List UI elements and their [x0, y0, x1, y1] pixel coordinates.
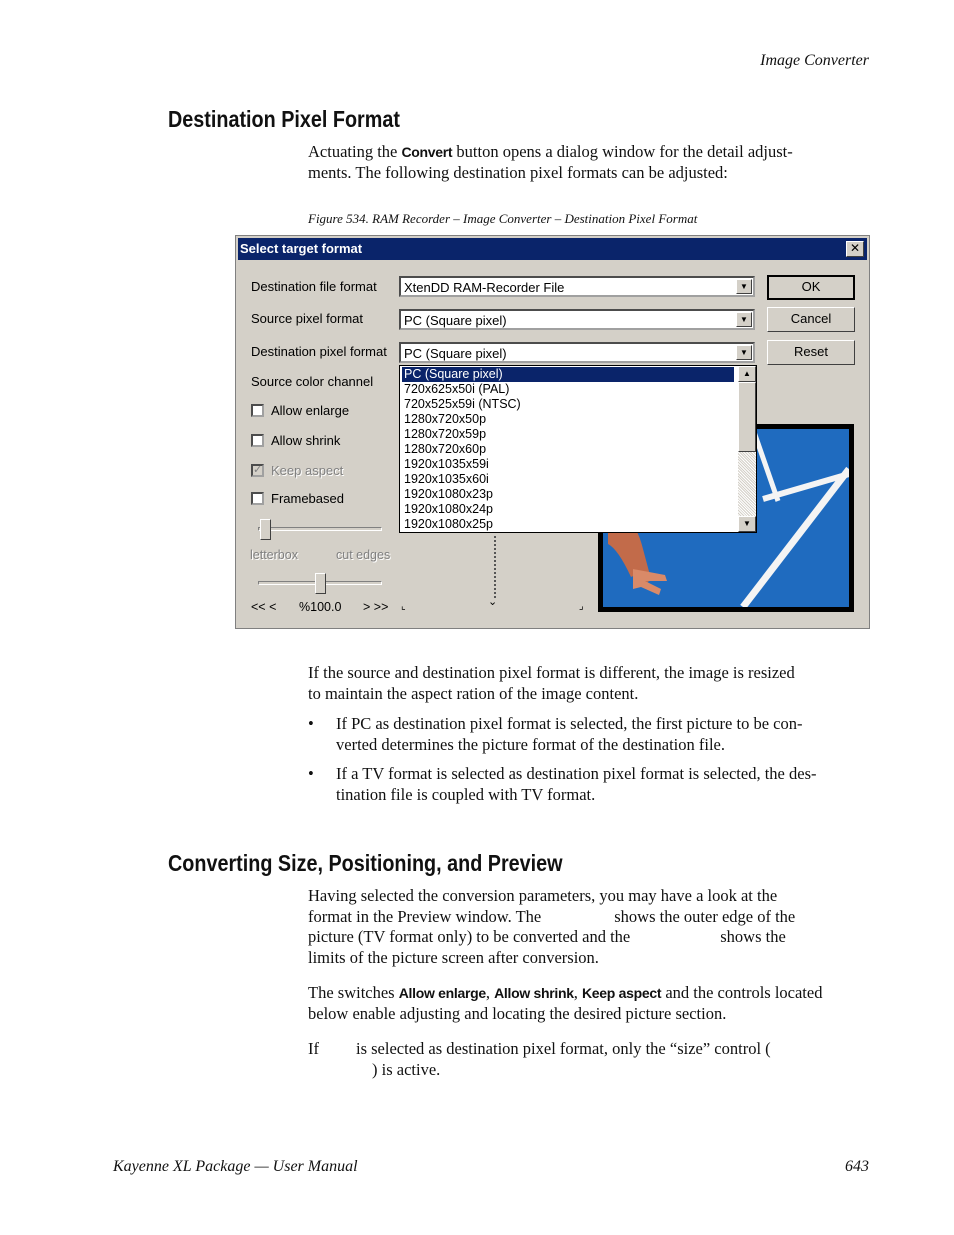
framebased-label: Framebased: [271, 491, 344, 506]
cut-edges-label: cut edges: [336, 548, 391, 562]
reset-button[interactable]: Reset: [767, 340, 855, 365]
figure-caption: Figure 534. RAM Recorder – Image Converter – Destination Pixel Format: [308, 211, 698, 226]
close-icon[interactable]: ✕: [846, 241, 864, 257]
dest-file-format-select[interactable]: XtenDD RAM-Recorder File ▼: [399, 276, 755, 297]
dropdown-option[interactable]: 1920x1035x60i: [404, 472, 489, 486]
letterbox-slider-thumb[interactable]: [260, 519, 271, 540]
dropdown-option[interactable]: 720x625x50i (PAL): [404, 382, 510, 396]
dropdown-option[interactable]: 1920x1080x25p: [404, 517, 493, 531]
dialog-titlebar: [238, 238, 867, 260]
corner-icon: ⌟: [579, 601, 584, 612]
zoom-prev-button[interactable]: << <: [251, 600, 277, 614]
select-target-format-dialog: [235, 235, 870, 629]
dropdown-scrollbar[interactable]: [738, 366, 756, 532]
paragraph-switches-info: The switches Allow enlarge, Allow shrink, Keep aspect and the controls located below enable adjusting and locating the desired picture section.: [308, 983, 823, 1023]
dropdown-option[interactable]: 720x525x59i (NTSC): [404, 397, 521, 411]
zoom-value: %100.0: [299, 600, 342, 614]
chevron-down-icon[interactable]: ▼: [736, 312, 752, 327]
keep-aspect-label: Keep aspect: [271, 463, 344, 478]
chevron-down-icon[interactable]: ▼: [736, 345, 752, 360]
dialog-title: Select target format: [240, 241, 363, 256]
paragraph-resize-info: If the source and destination pixel format is different, the image is resized to maintain the aspect ration of the image content.: [308, 663, 795, 703]
zoom-next-button[interactable]: > >>: [363, 600, 389, 614]
allow-shrink-checkbox[interactable]: [251, 434, 264, 447]
label-dest-pixel-format: Destination pixel format: [251, 344, 387, 359]
dest-pixel-format-select[interactable]: PC (Square pixel) ▼: [399, 342, 755, 363]
scroll-down-icon[interactable]: ▼: [738, 516, 756, 532]
chevron-down-icon[interactable]: ▼: [736, 279, 752, 294]
bullet-marker: •: [308, 714, 314, 733]
zoom-slider-thumb[interactable]: [315, 573, 326, 594]
section-title-converting-size: Converting Size, Positioning, and Preview: [168, 850, 563, 876]
letterbox-label: letterbox: [250, 548, 298, 562]
allow-shrink-label: Allow shrink: [271, 433, 341, 448]
allow-shrink-keyword: Allow shrink: [494, 985, 574, 1001]
dropdown-option-selected[interactable]: PC (Square pixel): [402, 367, 734, 382]
bullet-marker: •: [308, 764, 314, 783]
allow-enlarge-label: Allow enlarge: [271, 403, 350, 418]
section-title-destination-pixel-format: Destination Pixel Format: [168, 106, 400, 132]
corner-icon: ⌞: [401, 601, 406, 612]
source-pixel-format-select[interactable]: PC (Square pixel) ▼: [399, 309, 755, 330]
intro-paragraph: Actuating the Convert button opens a dialog window for the detail adjust- ments. The following destination pixel formats can be adjusted:: [308, 142, 793, 182]
page-number: 643: [845, 1158, 869, 1175]
paragraph-preview-info: Having selected the conversion parameters, you may have a look at the format in the Preview window. The shows the outer edge of the picture (TV format only) to be converted and the shows the limits of the picture screen after conversion.: [308, 886, 796, 967]
allow-enlarge-keyword: Allow enlarge: [398, 985, 486, 1001]
scrollbar-thumb[interactable]: [738, 382, 756, 452]
dropdown-option[interactable]: 1920x1035x59i: [404, 457, 489, 471]
label-source-pixel-format: Source pixel format: [251, 311, 363, 326]
scroll-up-icon[interactable]: ▲: [738, 366, 756, 382]
keep-aspect-checkbox[interactable]: ✓: [253, 464, 263, 476]
dropdown-option[interactable]: 1280x720x59p: [404, 427, 487, 441]
paragraph-size-control-info: If is selected as destination pixel format, only the “size” control ( ) is active.: [308, 1039, 771, 1079]
letterbox-slider-track: [258, 527, 382, 531]
label-dest-file-format: Destination file format: [251, 279, 377, 294]
framebased-checkbox[interactable]: [251, 492, 264, 505]
vertical-position-bar[interactable]: [494, 536, 496, 598]
allow-enlarge-checkbox[interactable]: [251, 404, 264, 417]
chevron-down-icon: ⌄: [488, 596, 498, 608]
dropdown-option[interactable]: 1920x1080x23p: [404, 487, 493, 501]
footer-manual-title: Kayenne XL Package — User Manual: [113, 1158, 358, 1175]
dropdown-option[interactable]: 1920x1080x24p: [404, 502, 493, 516]
ok-button[interactable]: OK: [767, 275, 855, 300]
running-header: Image Converter: [760, 52, 869, 69]
dropdown-option[interactable]: 1280x720x50p: [404, 412, 487, 426]
dest-pixel-format-dropdown-list[interactable]: [399, 365, 757, 533]
label-source-color-channel: Source color channel: [251, 374, 374, 389]
convert-keyword: Convert: [401, 144, 453, 160]
keep-aspect-keyword: Keep aspect: [582, 985, 662, 1001]
cancel-button[interactable]: Cancel: [767, 307, 855, 332]
dropdown-option[interactable]: 1280x720x60p: [404, 442, 487, 456]
